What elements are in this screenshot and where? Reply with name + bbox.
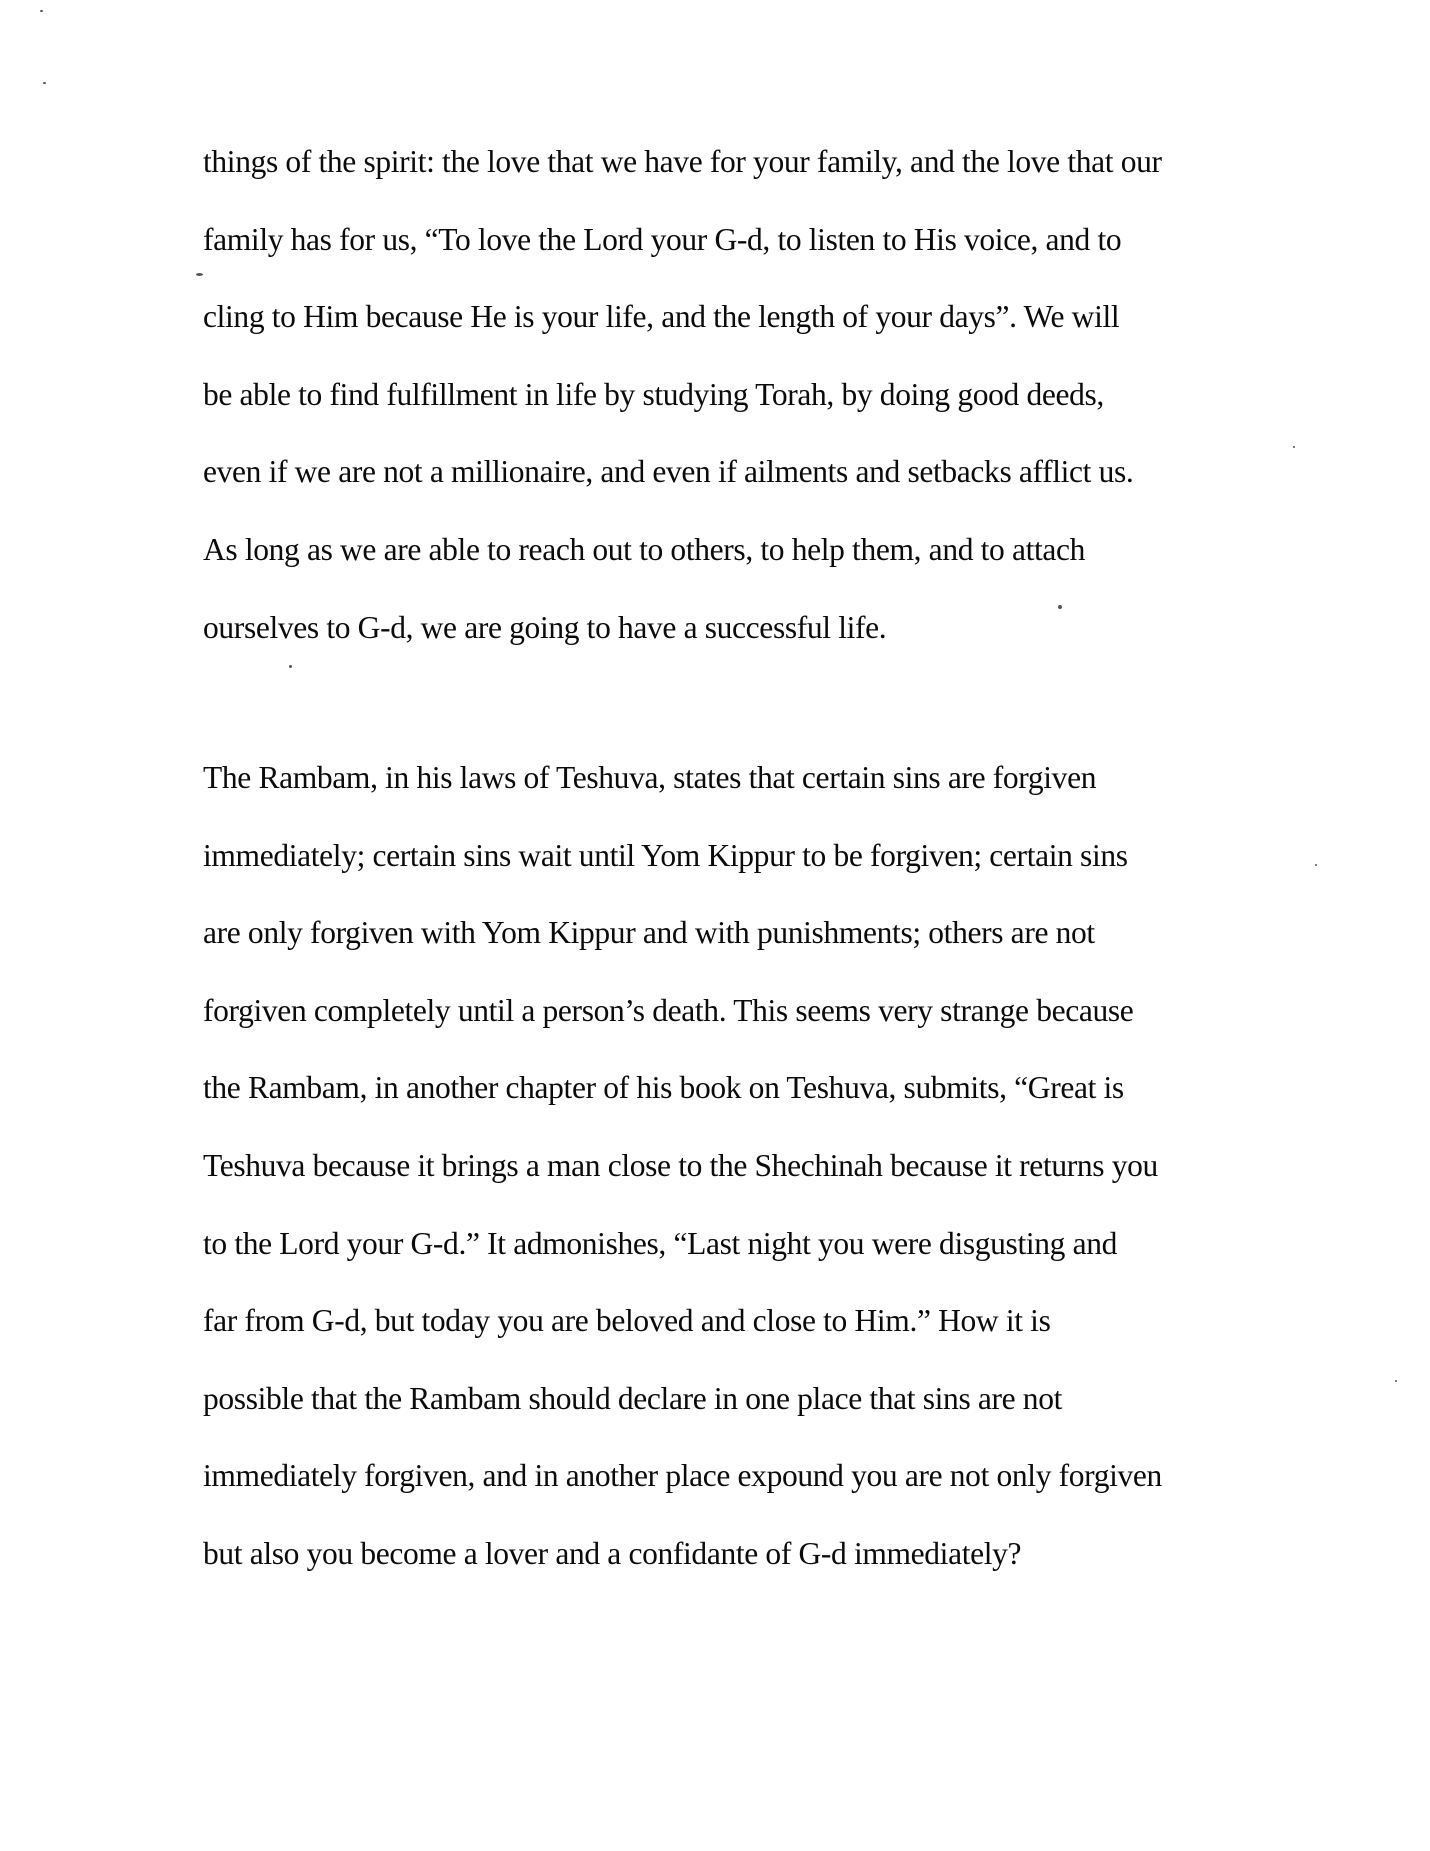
- text-line: cling to Him because He is your life, and the length of your days”. We will: [203, 299, 1120, 335]
- paragraph-2: [203, 759, 1233, 1613]
- text-line: possible that the Rambam should declare in one place that sins are not: [203, 1380, 1063, 1416]
- scan-speck: [196, 273, 203, 276]
- text-line: forgiven completely until a person’s death. This seems very strange because: [203, 992, 1134, 1028]
- text-line: to the Lord your G-d.” It admonishes, “Last night you were disgusting and: [203, 1225, 1118, 1261]
- text-line: immediately; certain sins wait until Yom Kippur to be forgiven; certain sins: [203, 837, 1128, 873]
- text-line: immediately forgiven, and in another place expound you are not only forgiven: [203, 1458, 1162, 1494]
- scan-speck: [43, 82, 46, 84]
- scan-speck: [1395, 1380, 1397, 1382]
- scan-speck: [1293, 446, 1295, 448]
- text-line: The Rambam, in his laws of Teshuva, states that certain sins are forgiven: [203, 760, 1097, 795]
- text-line: but also you become a lover and a confidante of G-d immediately?: [203, 1535, 1022, 1571]
- text-line: family has for us, “To love the Lord your G-d, to listen to His voice, and to: [203, 221, 1122, 257]
- scan-speck: [1315, 864, 1317, 866]
- text-line: even if we are not a millionaire, and even if ailments and setbacks afflict us.: [203, 454, 1134, 490]
- text-line: the Rambam, in another chapter of his book on Teshuva, submits, “Great is: [203, 1070, 1124, 1106]
- text-line: far from G-d, but today you are beloved and close to Him.” How it is: [203, 1303, 1051, 1339]
- text-line: things of the spirit: the love that we have for your family, and the love that our: [203, 144, 1162, 179]
- text-line: ourselves to G-d, we are going to have a successful life.: [203, 609, 887, 645]
- text-line: Teshuva because it brings a man close to the Shechinah because it returns you: [203, 1147, 1158, 1183]
- scan-speck: [40, 10, 43, 12]
- text-line: be able to find fulfillment in life by studying Torah, by doing good deeds,: [203, 376, 1104, 412]
- paragraph-1: [203, 143, 1233, 686]
- text-line: As long as we are able to reach out to others, to help them, and to attach: [203, 531, 1086, 567]
- text-line: are only forgiven with Yom Kippur and with punishments; others are not: [203, 915, 1095, 951]
